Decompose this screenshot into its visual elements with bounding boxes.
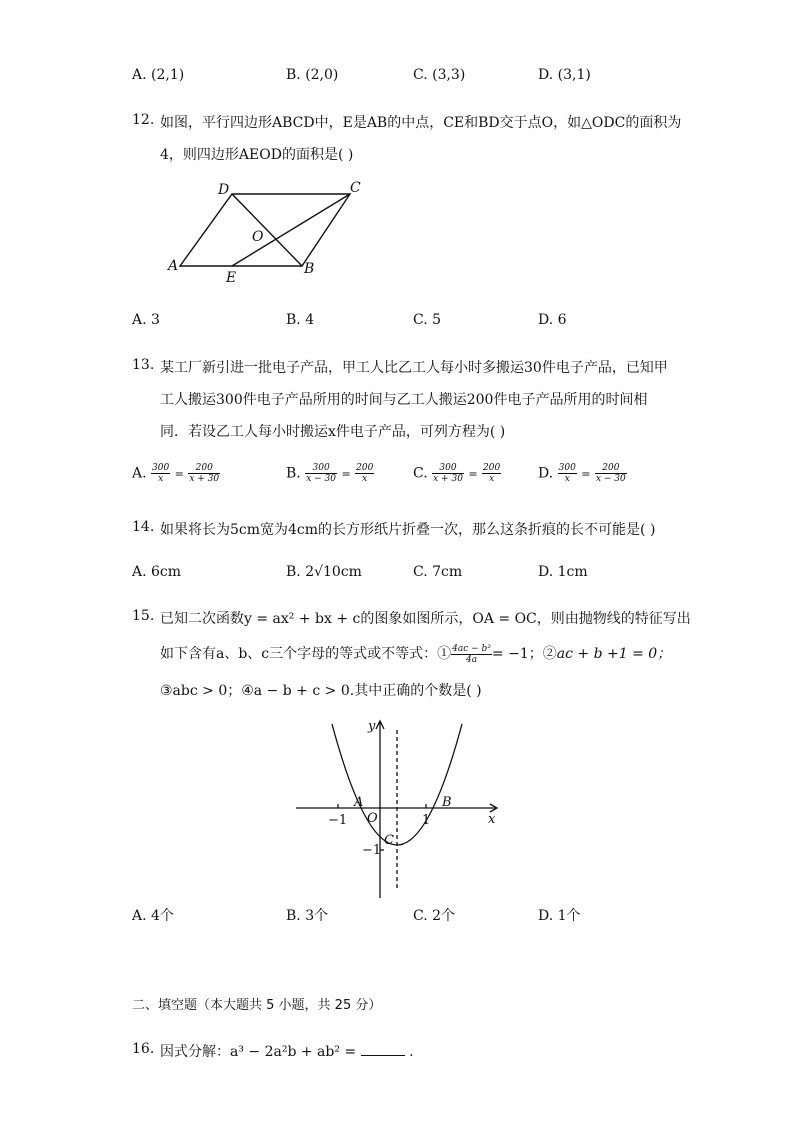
q14-option-c: C. 7cm xyxy=(413,564,463,580)
q15-label-a: A xyxy=(354,795,364,810)
q15-frac-num: 4ac − b² xyxy=(452,643,491,654)
q13-option-b: B. $\frac{300}{x - 30}$ = $\frac{200}{x}$ xyxy=(286,463,374,484)
q15-option-c: C. 2个 xyxy=(413,908,456,924)
q13-a-rnum: 200 xyxy=(188,463,220,474)
q13-d-lden: x xyxy=(564,474,570,484)
q13-c-rnum: 200 xyxy=(483,463,501,473)
q13-b-rnum: 200 xyxy=(356,463,374,473)
q13-text-line1: 某工厂新引进一批电子产品，甲工人比乙工人每小时多搬运30件电子产品，已知甲 xyxy=(160,360,668,376)
q13-a-lnum: 300 xyxy=(152,463,170,473)
q15-line2-intro: 如下含有a、b、c三个字母的等式或不等式： xyxy=(160,646,438,662)
q13-option-d-label: D. xyxy=(538,465,554,482)
q16-end: . xyxy=(409,1044,414,1060)
q13-d-rnum: 200 xyxy=(595,463,627,474)
q13-text-line2: 工人搬运300件电子产品所用的时间与乙工人搬运200件电子产品所用的时间相 xyxy=(160,392,648,408)
section-2-title: 二、填空题（本大题共 5 小题，共 25 分） xyxy=(132,998,382,1013)
q15-text-line3: ③abc > 0；④a − b + c > 0.其中正确的个数是( ) xyxy=(160,683,482,699)
q15-frac-den: 4a xyxy=(465,654,478,665)
q11-option-c: C. (3,3) xyxy=(413,67,466,83)
q12-label-c: C xyxy=(350,180,361,196)
q12-label-e: E xyxy=(226,270,237,286)
q13-a-rden: x + 30 xyxy=(189,474,220,484)
q12-number: 12. xyxy=(132,112,155,128)
q15-text-line2 xyxy=(160,643,671,665)
q13-option-b-label: B. xyxy=(286,465,301,482)
q15-label-o: O xyxy=(367,811,378,826)
q14-option-b: B. 2√10cm xyxy=(286,564,362,580)
q13-text-line3: 同．若设乙工人每小时搬运x件电子产品，可列方程为( ) xyxy=(160,424,506,440)
q12-option-d: D. 6 xyxy=(538,312,567,328)
q12-text-line2: 4，则四边形AEOD的面积是( ) xyxy=(160,147,354,163)
q13-b-lden: x − 30 xyxy=(306,474,336,484)
q15-line2-eq1: = −1； xyxy=(491,646,543,662)
q12-text-line1: 如图，平行四边形ABCD中，E是AB的中点，CE和BD交于点O，如△ODC的面积为 xyxy=(160,115,682,131)
q15-label-b: B xyxy=(442,795,452,810)
q15-label-neg1-x: −1 xyxy=(328,813,348,828)
q13-d-rden: x − 30 xyxy=(595,474,626,484)
q15-line2-eq2: ac + b +1 = 0； xyxy=(556,646,672,662)
q16-number: 16. xyxy=(132,1041,155,1057)
q16-text xyxy=(160,1041,414,1061)
q14-text-line1: 如果将长为5cm宽为4cm的长方形纸片折叠一次，那么这条折痕的长不可能是( ) xyxy=(160,522,656,538)
q12-label-o: O xyxy=(252,229,264,245)
q13-number: 13. xyxy=(132,357,155,373)
q13-option-c-label: C. xyxy=(413,465,428,482)
q15-text-line1: 已知二次函数y = ax² + bx + c的图象如图所示，OA = OC，则由抛物线的特征写出 xyxy=(160,611,691,627)
q12-label-d: D xyxy=(218,182,230,198)
q15-label-x: x xyxy=(488,812,496,827)
q12-option-c: C. 5 xyxy=(413,312,442,328)
q13-option-c: C. $\frac{300}{x + 30}$ = $\frac{200}{x}$ xyxy=(413,463,501,484)
q15-parabola-figure xyxy=(290,716,505,902)
q15-option-d: D. 1个 xyxy=(538,908,581,924)
q15-number: 15. xyxy=(132,608,155,624)
q13-d-lnum: 300 xyxy=(558,463,576,473)
q13-b-lnum: 300 xyxy=(305,463,337,474)
q13-option-a: A. $\frac{300}{x}$ = $\frac{200}{x + 30}$ xyxy=(132,463,220,484)
q11-option-b: B. (2,0) xyxy=(286,67,339,83)
q16-expression: 因式分解：a³ − 2a²b + ab² = xyxy=(160,1044,357,1060)
q11-option-d: D. (3,1) xyxy=(538,67,591,83)
q14-option-d: D. 1cm xyxy=(538,564,588,580)
q15-label-c: C xyxy=(384,833,394,848)
q13-option-a-label: A. xyxy=(132,465,147,482)
q12-label-b: B xyxy=(304,261,315,277)
q12-label-a: A xyxy=(168,258,179,274)
q13-c-lden: x + 30 xyxy=(433,474,463,484)
q15-circle-1: ① xyxy=(437,646,452,662)
q13-a-lden: x xyxy=(158,474,164,484)
q15-circle-2: ② xyxy=(542,646,557,662)
q15-label-y: y xyxy=(368,719,376,734)
q15-option-a: A. 4个 xyxy=(132,908,174,924)
q15-label-1-x: 1 xyxy=(422,813,431,828)
q11-option-a: A. (2,1) xyxy=(132,67,185,83)
q15-label-neg1-y: −1 xyxy=(362,843,382,858)
q13-b-rden: x xyxy=(362,474,368,484)
q13-c-rden: x xyxy=(489,474,495,484)
q12-parallelogram-figure xyxy=(160,174,380,292)
q13-c-lnum: 300 xyxy=(432,463,464,474)
q16-answer-blank[interactable] xyxy=(361,1043,405,1056)
q15-option-b: B. 3个 xyxy=(286,908,329,924)
q12-option-b: B. 4 xyxy=(286,312,315,328)
q14-number: 14. xyxy=(132,519,155,535)
q13-option-d: D. $\frac{300}{x}$ = $\frac{200}{x - 30}$ xyxy=(538,463,626,484)
q12-option-a: A. 3 xyxy=(132,312,160,328)
q14-option-a: A. 6cm xyxy=(132,564,182,580)
